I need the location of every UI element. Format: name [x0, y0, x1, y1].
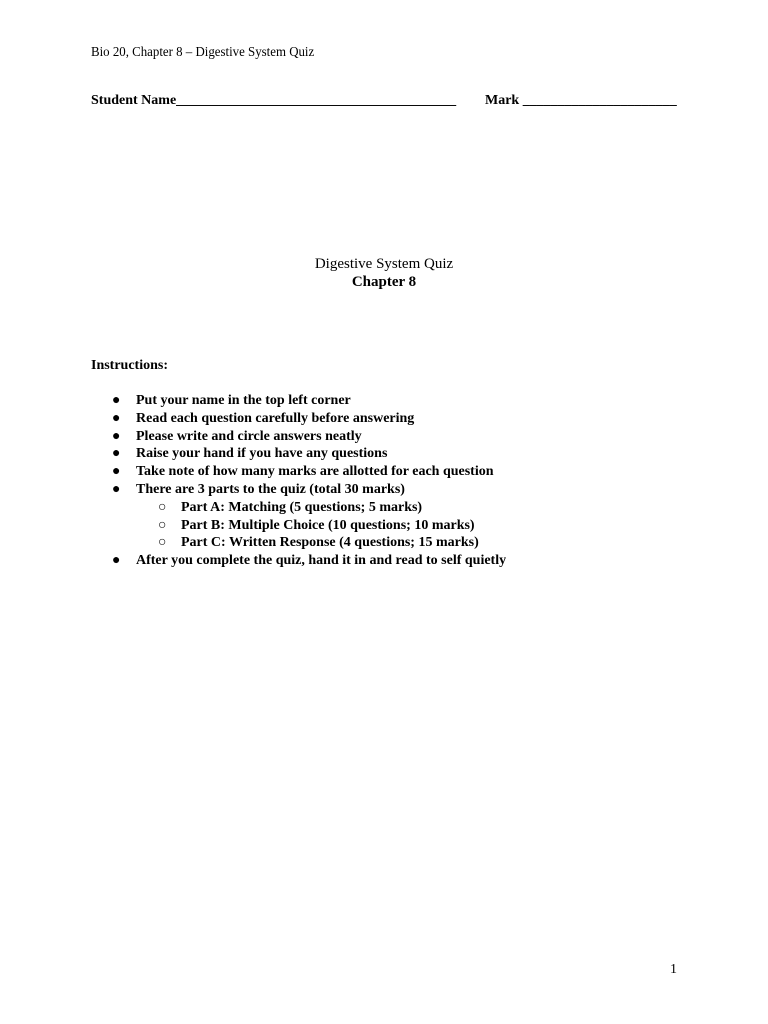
instructions-heading: Instructions:	[91, 358, 169, 373]
list-item-text: Please write and circle answers neatly	[136, 428, 362, 444]
bullet-icon: ●	[112, 393, 121, 408]
list-item-text: After you complete the quiz, hand it in and read to self quietly	[136, 553, 507, 569]
bullet-icon: ●	[112, 428, 121, 444]
sub-list-item-text: Part C: Written Response (4 questions; 15 marks)	[181, 535, 479, 551]
list-item-text: Take note of how many marks are allotted for each question	[136, 464, 494, 480]
sub-bullet-icon: ○	[158, 499, 167, 515]
quiz-title	[0, 255, 768, 292]
bullet-icon: ●	[112, 553, 121, 569]
sub-bullet-icon: ○	[158, 535, 167, 551]
page-number: 1	[670, 962, 677, 977]
bullet-icon: ●	[112, 481, 121, 497]
sub-list-item-text: Part A: Matching (5 questions; 5 marks)	[181, 499, 423, 515]
quiz-title-line: Digestive System Quiz	[314, 256, 454, 272]
mark-field: Mark ______________________	[485, 93, 677, 108]
student-name-field: Student Name________________________________________	[91, 93, 457, 108]
list-item-text: Put your name in the top left corner	[136, 393, 351, 408]
sub-list-item-text: Part B: Multiple Choice (10 questions; 10 marks)	[181, 517, 475, 533]
list-item-text: Read each question carefully before answering	[136, 410, 415, 426]
sub-bullet-icon: ○	[158, 517, 167, 533]
list-item-text: There are 3 parts to the quiz (total 30 marks)	[136, 481, 405, 497]
bullet-icon: ●	[112, 446, 121, 462]
course-header: Bio 20, Chapter 8 – Digestive System Quiz	[91, 45, 315, 60]
bullet-icon: ●	[112, 410, 121, 426]
bullet-icon: ●	[112, 464, 121, 480]
chapter-title-line: Chapter 8	[351, 274, 417, 290]
list-item-text: Raise your hand if you have any questions	[136, 446, 388, 462]
